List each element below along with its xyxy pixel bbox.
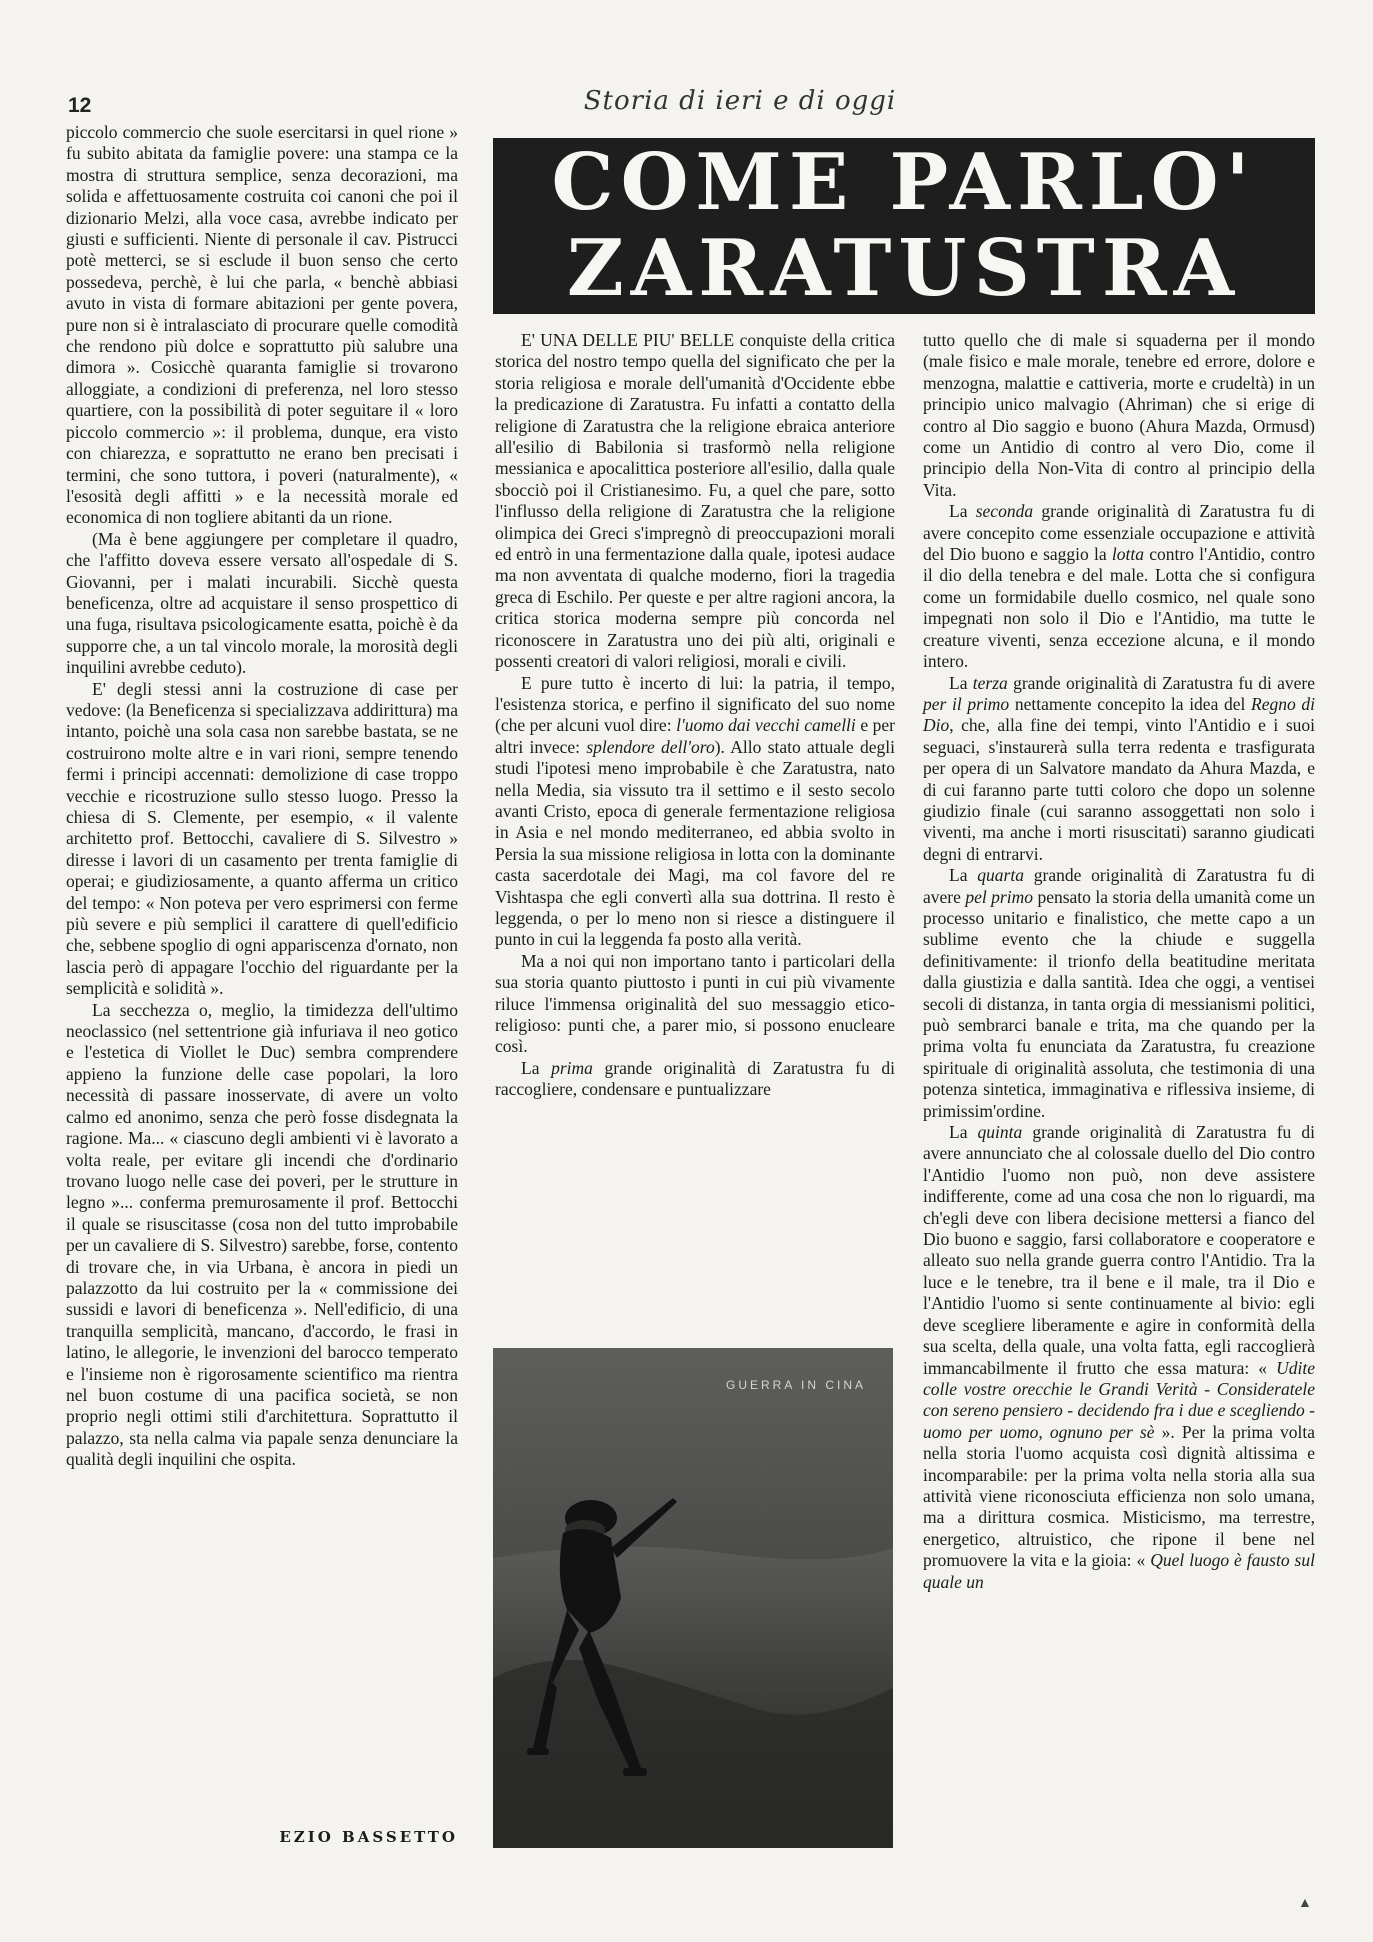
right-paragraph-1: tutto quello che di male si squaderna per il mondo (male fisico e male morale, tenebre ed errore, dolore e menzogna, malattie e cattiveria, morte e crudeltà) in un principio unico malvagio (Ahriman) che si erige di contro al Dio saggio e buono (Ahura Mazda, Ormusd) come un Antidio di contro al vero Dio, come il principio della Non-Vita di contro al principio della Vita. [923,330,1315,500]
right-paragraph-2: La seconda grande originalità di Zaratustra fu di avere concepito come essenziale occupazione e attività del Dio buono e saggio la lotta contro l'Antidio, contro il dio della tenebra e del male. Lotta che si configura come un formidabile duello cosmico, nel quale sono impegnati non solo il Dio e l'Antidio, ma tutte le creature viventi, senza eccezione alcuna, e il mondo intero. [923,501,1315,672]
mid-paragraph-1: E' UNA DELLE PIU' BELLE conquiste della critica storica del nostro tempo quella del significato che per la storia religiosa e morale dell'umanità d'Occidente ebbe la predicazione di Zaratustra. Fu infatti a contatto della religione di Zaratustra che la religione ebraica anteriore all'esilio di Babilonia si trasformò nella religione messianica e apocalittica posteriore all'esilio, dalla quale sbocciò poi il Cristianesimo. Fu, a quel che pare, sotto l'influsso della religione di Zaratustra che la religione olimpica dei Greci s'impregnò di preoccupazioni morali ed entrò in una fermentazione dalla quale, ipotesi audace ma non avventata di qualche moderno, fiori la tragedia greca di Eschilo. Per queste e per altre ragioni ancora, la critica storica moderna sempre più concorda nel riconoscere in Zaratustra uno dei più alti, originali e possenti creatori di valori religiosi, morali e civili. [495,330,895,672]
mid-paragraph-4: La prima grande originalità di Zaratustra fu di raccogliere, condensare e puntualizzare [495,1057,895,1100]
article-title-line-2: ZARATUSTRA [566,223,1242,314]
section-rubric: Storia di ieri e di oggi [583,86,897,116]
mid-paragraph-2: E pure tutto è incerto di lui: la patria, il tempo, l'esistenza storica, e perfino il significato del suo nome (che per alcuni vuol dire: l'uomo dai vecchi camelli e per altri invece: splendore dell'oro). Allo stato attuale degli studi l'ipotesi meno improbabile è che Zaratustra, nato nella Media, sia vissuto tra il settimo e il sesto secolo avanti Cristo, epoca di generale fermentazione religiosa in Asia e nel mondo mediterraneo, ed abbia svolto in Persia la sua missione religiosa in lotta con la dominante casta sacerdotale dei Magi, ma col favore del re Vishtaspa che egli convertì alla sua dottrina. Il resto è leggenda, o per lo meno non si riesce a distinguere il punto in cui la leggenda fa posto alla verità. [495,672,896,950]
left-paragraph-2: (Ma è bene aggiungere per completare il quadro, che l'affitto doveva essere versato all'ospedale di S. Giovanni, per i malati incurabili. Sicchè questa beneficenza, oltre ad acquistare il senso prospettico di una fuga, risultava psicologicamente esatta, poichè è da supporre che, a un tal vincolo morale, la morosità degli inquilini avrebbe ceduto). [66,528,458,678]
mid-paragraph-3: Ma a noi qui non importano tanto i particolari della sua storia quanto piuttosto i punti in cui più vivamente riluce l'immensa originalità del suo messaggio etico-religioso: punti che, a parer mio, si possono enucleare così. [495,950,895,1057]
right-paragraph-4: La quarta grande originalità di Zaratustra fu di avere pel primo pensato la storia della umanità come un processo unitario e finalistico, che mette capo a un sublime evento che la chiude e suggella definitivamente: il trionfo della beatitudine meritata dalla giustizia e dalla santità. Idea che oggi, a ventisei secoli di distanza, in tanta orgia di messianismi politici, può sembrarci banale e trita, ma che quando per la prima volta fu enunciata da Zaratustra, fu creazione spirituale di originalità assoluta, che testimonia di una potenza sintetica, immaginativa e riflessiva insieme, di primissim'ordine. [923,865,1315,1121]
war-photo [493,1348,893,1848]
article-title-line-1: COME PARLO' [551,138,1257,228]
left-paragraph-4: La secchezza o, meglio, la timidezza dell'ultimo neoclassico (nel settentrione già infuriava il neo gotico e l'estetica di Viollet le Duc) sembra comprendere appieno la funzione delle case popolari, la loro necessità di passare inosservate, di avere un volto calmo ed anonimo, senza che però fosse disdegnata la ragione. Ma... « ciascuno degli ambienti vi è lavorato a volta reale, per evitare gli incendi che d'ordinario trovano luogo nelle case dei poveri, per le strutture in legno »... conferma premurosamente il prof. Bettocchi il quale se risuscitasse (cosa non del tutto improbabile per un cavaliere di S. Silvestro) sarebbe, forse, contento di trovare che, in via Urbana, è ancora in piedi un palazzotto da lui costruito per la « commissione dei sussidi e lavori di beneficenza ». Nell'edificio, di una tranquilla semplicità, mancano, d'accordo, le frasi in latino, le allegorie, le invenzioni del barocco temperato e l'insieme non è rigorosamente scientifico ma rientra nel buon costume di una pacifica società, se non proprio negli ottimi stili d'architettura. Soprattutto il palazzo, sta nella calma via papale senza denunciare la qualità degli inquilini che ospita. [66,999,458,1470]
left-paragraph-3: E' degli stessi anni la costruzione di case per vedove: (la Beneficenza si specializzava addirittura) ma intanto, poichè una sola casa non sarebbe bastata, se ne costruirono molte altre e in vari rioni, sempre tenendo fermi i principi accennati: demolizione di case troppo vecchie e ricostruzione sullo stesso luogo. Presso la chiesa di S. Clemente, per esempio, « il valente architetto prof. Bettocchi, cavaliere di S. Silvestro » diresse i lavori di un casamento per trenta famiglie di operai; e giudiziosamente, a quanto afferma un critico del tempo: « Non poteva per vero esprimersi con ferme più severe e più semplici il carattere di quell'edificio che, sebbene spoglio di ogni appariscenza d'ornato, non lascia però di appagare l'occhio del riguardante per la semplicità e solidità ». [66,678,458,999]
middle-column [495,330,895,1101]
right-column [923,330,1315,1593]
left-column [66,122,458,1471]
author-signature: EZIO BASSETTO [279,1828,458,1846]
right-paragraph-3: La terza grande originalità di Zaratustra fu di avere per il primo nettamente concepito la idea del Regno di Dio, che, alla fine dei tempi, vinto l'Antidio e i suoi seguaci, s'instaurerà sulla terra redenta e trasfigurata per opera di un Salvatore mandato da Ahura Mazda, e di cui faranno parte tutti coloro che dopo un solenne giudizio finale (cui saranno assoggettati non solo i viventi, ma anche i morti risuscitati) saranno giudicati degni di entrarvi. [923,672,1315,864]
article-title-block [493,138,1315,314]
left-paragraph-1: piccolo commercio che suole esercitarsi in quel rione » fu subito abitata da famiglie povere: una stampa ce la mostra di struttura semplice, senza decorazioni, ma solida e affettuosamente costruita coi canoni che poi il dizionario Melzi, alla voce casa, avrebbe indicato per giusti e sufficienti. Niente di personale il cav. Pistrucci potè metterci, se si esclude il buon senso che certo possedeva, perchè, è lui che parla, « benchè abbiasi avuto in vista di formare abitazioni per gente povera, pure non si è intralasciato di procurare quelle comodità che rendono più dolce e soprattutto più salubre una dimora ». Cosicchè quaranta famiglie si trovarono alloggiate, a condizioni di preferenza, nel loro stesso quartiere, con la possibilità di poter seguitare il « loro piccolo commercio »: il problema, dunque, era visto con chiarezza, e soprattutto ne erano ben precisati i termini, che sono tuttora, i poveri (naturalmente), « l'esosità degli affitti » e la necessità morale ed economica di non togliere abitanti da un rione. [66,122,458,528]
page-number: 12 [68,94,92,117]
photo-caption: GUERRA IN CINA [726,1378,867,1392]
right-paragraph-5: La quinta grande originalità di Zaratustra fu di avere annunciato che al colossale duello del Dio contro l'Antidio l'uomo non può, non deve assistere indifferente, come ad una cosa che non lo riguardi, ma ch'egli deve con libera decisione mettersi a fianco del Dio buono e saggio, farsi collaboratore e cooperatore e alleato suo nella grande guerra contro l'Antidio. Tra la luce e le tenebre, tra il bene e il male, tra il Dio e l'Antidio l'uomo si sente continuamente al bivio: egli deve scegliere liberamente e agire in conformità della sua scelta, della quale, una volta fatta, egli raccoglierà immancabilmente il frutto che essa matura: « Udite colle vostre orecchie le Grandi Verità - Consideratele con sereno pensiero - decidendo fra i due e scegliendo - uomo per uomo, ognuno per sè ». Per la prima volta nella storia l'uomo acquista così dignità altissima e incomparabile: per la prima volta nella storia alla sua attività viene riconosciuta efficienza non solo umana, ma a dirittura cosmica. Misticismo, ma terrestre, energetico, altruistico, che ripone il bene nel promuovere la vita e la gioia: « Quel luogo è fausto sul quale un [923,1122,1315,1592]
soldier-illustration [493,1348,893,1848]
page-end-mark: ▲ [1298,1896,1312,1911]
